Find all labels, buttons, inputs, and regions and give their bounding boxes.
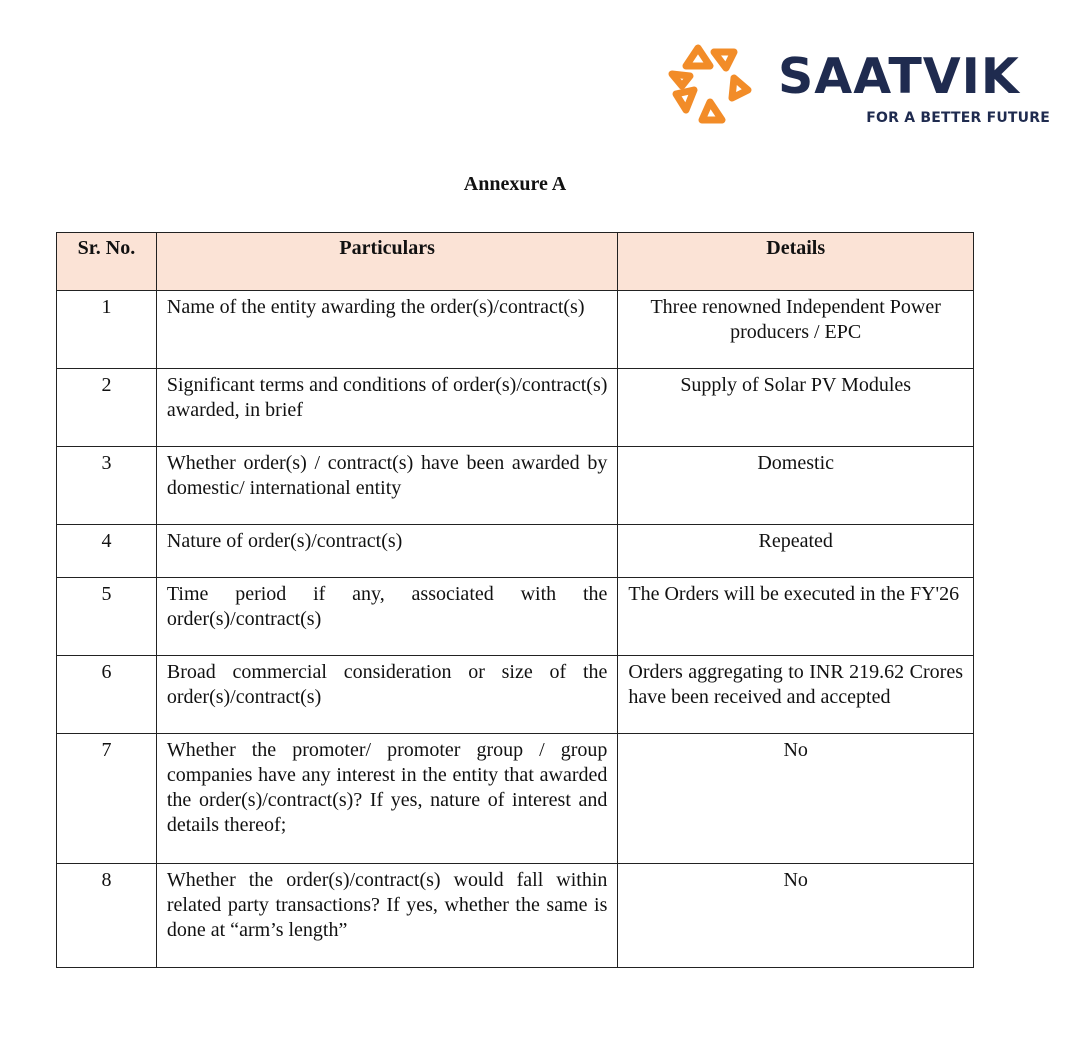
row-details: Supply of Solar PV Modules [618,369,974,447]
row-details: Repeated [618,525,974,578]
row-sr-no: 4 [57,525,157,578]
table-row [57,734,974,864]
row-details: Three renowned Independent Power producers / EPC [618,291,974,369]
row-sr-no: 3 [57,447,157,525]
row-sr-no: 5 [57,578,157,656]
page-title: Annexure A [463,173,567,195]
row-particulars: Broad commercial consideration or size of the order(s)/contract(s) [156,656,618,734]
row-particulars: Name of the entity awarding the order(s)/contract(s) [156,291,618,369]
row-particulars: Whether the order(s)/contract(s) would fall within related party transactions? If yes, whether the same is done at “arm’s length” [156,864,618,968]
row-details: Orders aggregating to INR 219.62 Crores have been received and accepted [618,656,974,734]
saatvik-emblem-icon [664,38,756,130]
table-row [57,578,974,656]
row-details: Domestic [618,447,974,525]
row-sr-no: 7 [57,734,157,864]
company-logo [664,38,1054,130]
logo-wordmark: SAATVIK [778,48,1020,105]
table-row [57,291,974,369]
row-particulars: Time period if any, associated with the order(s)/contract(s) [156,578,618,656]
table-row [57,369,974,447]
logo-tagline: FOR A BETTER FUTURE [866,110,1050,126]
row-particulars: Nature of order(s)/contract(s) [156,525,618,578]
row-sr-no: 8 [57,864,157,968]
row-sr-no: 2 [57,369,157,447]
table-row [57,525,974,578]
row-particulars: Significant terms and conditions of order(s)/contract(s) awarded, in brief [156,369,618,447]
header-particulars: Particulars [156,233,618,291]
row-details: No [618,864,974,968]
row-sr-no: 1 [57,291,157,369]
row-particulars: Whether order(s) / contract(s) have been awarded by domestic/ international entity [156,447,618,525]
row-details: No [618,734,974,864]
table-row [57,447,974,525]
row-particulars: Whether the promoter/ promoter group / group companies have any interest in the entity that awarded the order(s)/contract(s)? If yes, nature of interest and details thereof; [156,734,618,864]
header-sr-no: Sr. No. [57,233,157,291]
header-details: Details [618,233,974,291]
table-header-row [57,233,974,291]
annexure-table [56,232,974,968]
table-row [57,864,974,968]
table-row [57,656,974,734]
row-details: The Orders will be executed in the FY'26 [618,578,974,656]
row-sr-no: 6 [57,656,157,734]
